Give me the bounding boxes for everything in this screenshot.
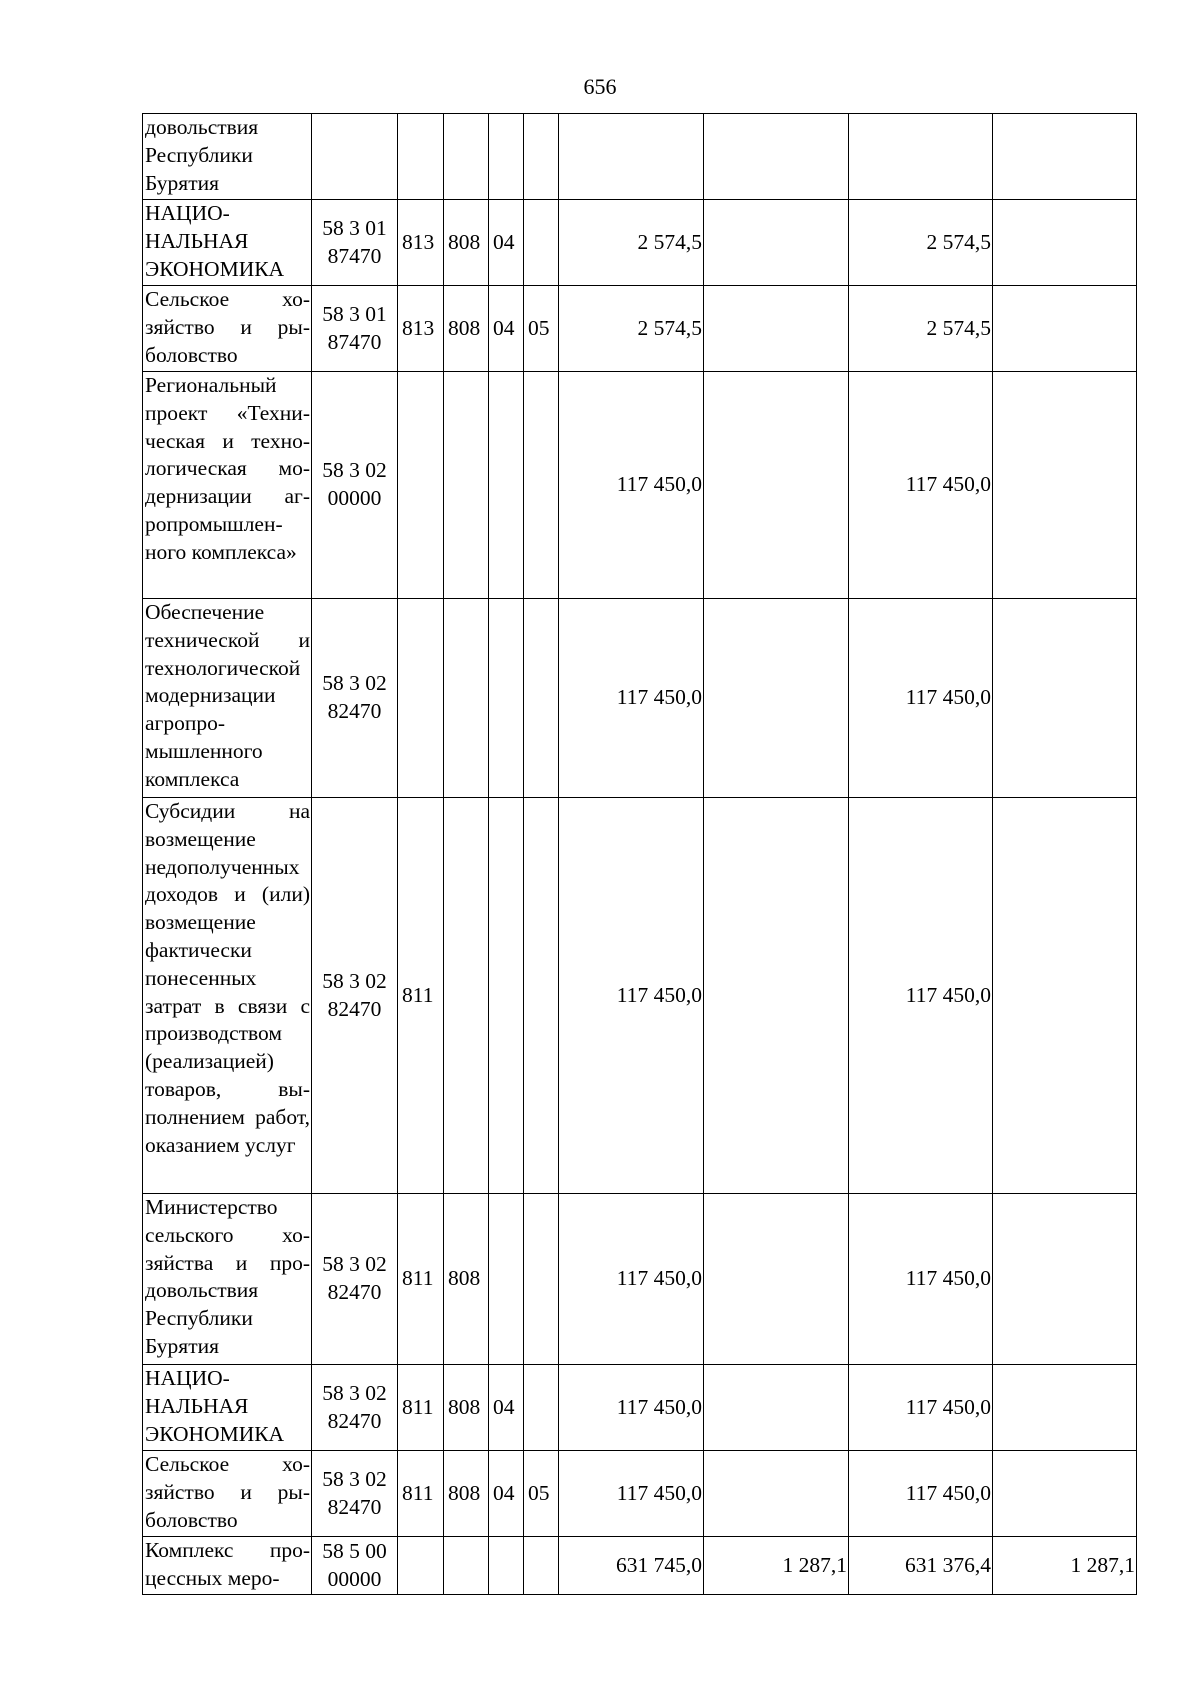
subsection-cell xyxy=(524,1365,559,1451)
table-row xyxy=(143,599,1137,798)
department-cell xyxy=(444,599,489,798)
subsection-cell xyxy=(524,372,559,599)
amount-year2-federal-cell xyxy=(993,372,1137,599)
department-cell: 808 xyxy=(444,1451,489,1537)
subsection-cell: 05 xyxy=(524,286,559,372)
table-row xyxy=(143,286,1137,372)
row-name-cell: Комплекс процессных меро- xyxy=(143,1537,312,1595)
amount-year1-federal-cell xyxy=(704,798,849,1194)
target-article-cell: 58 3 02 82470 xyxy=(312,798,398,1194)
table-row xyxy=(143,114,1137,200)
amount-year2-federal-cell xyxy=(993,114,1137,200)
amount-year1-federal-cell xyxy=(704,200,849,286)
amount-year2-federal-cell: 1 287,1 xyxy=(993,1537,1137,1595)
section-cell xyxy=(489,1194,524,1365)
section-cell: 04 xyxy=(489,200,524,286)
subsection-cell xyxy=(524,798,559,1194)
row-name-cell: НАЦИО-НАЛЬНАЯ ЭКОНОМИКА xyxy=(143,200,312,286)
grbs-cell: 811 xyxy=(398,1365,444,1451)
grbs-cell xyxy=(398,1537,444,1595)
subsection-cell: 05 xyxy=(524,1451,559,1537)
amount-year1-federal-cell xyxy=(704,1451,849,1537)
row-name-cell: Министерство сельского хозяйства и продовольствия Республики Бурятия xyxy=(143,1194,312,1365)
amount-year1-federal-cell xyxy=(704,114,849,200)
amount-year2-federal-cell xyxy=(993,1451,1137,1537)
subsection-cell xyxy=(524,1194,559,1365)
amount-year2-federal-cell xyxy=(993,1194,1137,1365)
row-name-cell: Субсидии на возмещение недополученных доходов и (или) возмещение фактически понесенных затрат в связи с производством (реализацией) товаров, выполнением работ, оказанием услуг xyxy=(143,798,312,1194)
subsection-cell xyxy=(524,1537,559,1595)
department-cell xyxy=(444,1537,489,1595)
row-name-cell: Сельское хозяйство и рыболовство xyxy=(143,286,312,372)
table-row xyxy=(143,1194,1137,1365)
target-article-cell xyxy=(312,114,398,200)
target-article-cell: 58 3 01 87470 xyxy=(312,286,398,372)
subsection-cell xyxy=(524,114,559,200)
amount-year2-federal-cell xyxy=(993,1365,1137,1451)
amount-year1-federal-cell xyxy=(704,372,849,599)
section-cell xyxy=(489,798,524,1194)
table-row xyxy=(143,372,1137,599)
amount-year1-federal-cell xyxy=(704,286,849,372)
row-name-cell: Сельское хозяйство и рыболовство xyxy=(143,1451,312,1537)
row-name-cell: Обеспечение технической и технологической модернизации агропромышленного комплекса xyxy=(143,599,312,798)
amount-year2-cell: 631 376,4 xyxy=(849,1537,993,1595)
amount-year1-federal-cell xyxy=(704,599,849,798)
section-cell xyxy=(489,599,524,798)
row-name-cell: довольствия Республики Бурятия xyxy=(143,114,312,200)
subsection-cell xyxy=(524,599,559,798)
amount-year2-cell: 117 450,0 xyxy=(849,372,993,599)
section-cell: 04 xyxy=(489,286,524,372)
section-cell xyxy=(489,1537,524,1595)
department-cell xyxy=(444,798,489,1194)
row-name-cell: Региональный проект «Техническая и технологическая модернизации агропромышленного комплекса» xyxy=(143,372,312,599)
amount-year2-cell: 2 574,5 xyxy=(849,286,993,372)
section-cell xyxy=(489,114,524,200)
amount-year1-federal-cell xyxy=(704,1194,849,1365)
grbs-cell: 813 xyxy=(398,200,444,286)
department-cell: 808 xyxy=(444,1365,489,1451)
table-row xyxy=(143,798,1137,1194)
amount-year2-cell: 117 450,0 xyxy=(849,798,993,1194)
target-article-cell: 58 3 02 82470 xyxy=(312,599,398,798)
grbs-cell xyxy=(398,372,444,599)
section-cell: 04 xyxy=(489,1365,524,1451)
department-cell xyxy=(444,372,489,599)
grbs-cell: 811 xyxy=(398,1194,444,1365)
amount-year1-cell: 117 450,0 xyxy=(559,798,704,1194)
amount-year2-federal-cell xyxy=(993,599,1137,798)
grbs-cell: 811 xyxy=(398,798,444,1194)
department-cell: 808 xyxy=(444,1194,489,1365)
row-name-cell: НАЦИО-НАЛЬНАЯ ЭКОНОМИКА xyxy=(143,1365,312,1451)
amount-year2-federal-cell xyxy=(993,200,1137,286)
section-cell xyxy=(489,372,524,599)
amount-year1-cell: 117 450,0 xyxy=(559,372,704,599)
budget-table xyxy=(142,113,1137,1595)
grbs-cell: 813 xyxy=(398,286,444,372)
target-article-cell: 58 3 02 00000 xyxy=(312,372,398,599)
amount-year1-federal-cell: 1 287,1 xyxy=(704,1537,849,1595)
target-article-cell: 58 3 01 87470 xyxy=(312,200,398,286)
amount-year1-cell: 631 745,0 xyxy=(559,1537,704,1595)
page-number: 656 xyxy=(583,74,617,99)
amount-year1-federal-cell xyxy=(704,1365,849,1451)
amount-year2-cell xyxy=(849,114,993,200)
table-row xyxy=(143,1365,1137,1451)
target-article-cell: 58 3 02 82470 xyxy=(312,1365,398,1451)
target-article-cell: 58 3 02 82470 xyxy=(312,1451,398,1537)
subsection-cell xyxy=(524,200,559,286)
target-article-cell: 58 3 02 82470 xyxy=(312,1194,398,1365)
amount-year2-federal-cell xyxy=(993,286,1137,372)
department-cell xyxy=(444,114,489,200)
amount-year2-cell: 117 450,0 xyxy=(849,1365,993,1451)
target-article-cell: 58 5 00 00000 xyxy=(312,1537,398,1595)
amount-year1-cell: 117 450,0 xyxy=(559,599,704,798)
amount-year1-cell: 117 450,0 xyxy=(559,1194,704,1365)
amount-year1-cell xyxy=(559,114,704,200)
table-row xyxy=(143,200,1137,286)
grbs-cell xyxy=(398,114,444,200)
amount-year2-cell: 2 574,5 xyxy=(849,200,993,286)
grbs-cell: 811 xyxy=(398,1451,444,1537)
grbs-cell xyxy=(398,599,444,798)
amount-year1-cell: 117 450,0 xyxy=(559,1365,704,1451)
amount-year1-cell: 117 450,0 xyxy=(559,1451,704,1537)
amount-year2-cell: 117 450,0 xyxy=(849,599,993,798)
amount-year1-cell: 2 574,5 xyxy=(559,200,704,286)
table-row xyxy=(143,1451,1137,1537)
section-cell: 04 xyxy=(489,1451,524,1537)
department-cell: 808 xyxy=(444,286,489,372)
amount-year2-federal-cell xyxy=(993,798,1137,1194)
amount-year1-cell: 2 574,5 xyxy=(559,286,704,372)
department-cell: 808 xyxy=(444,200,489,286)
amount-year2-cell: 117 450,0 xyxy=(849,1451,993,1537)
table-row xyxy=(143,1537,1137,1595)
amount-year2-cell: 117 450,0 xyxy=(849,1194,993,1365)
